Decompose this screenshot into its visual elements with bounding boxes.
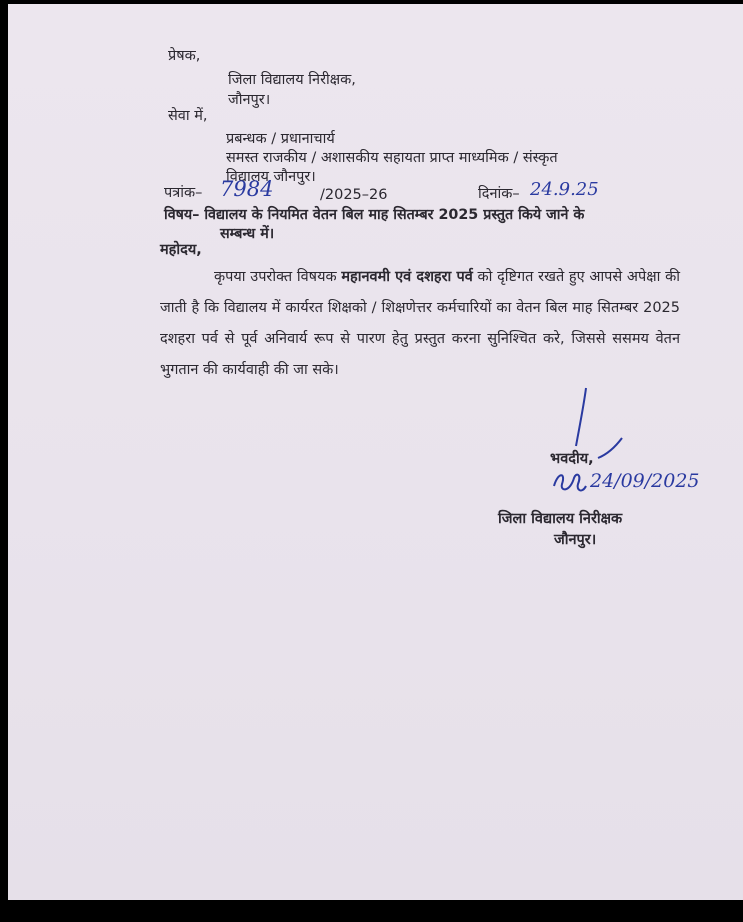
signatory-line-1: जिला विद्यालय निरीक्षक [498,511,623,527]
body-text-2: को दृष्टिगत रखते हुए आपसे अपेक्षा की जाती है कि विद्यालय में कार्यरत शिक्षको / शिक्षणेत्तर कर्मचारियों का वेतन बिल माह सितम्बर 2025 दशहरा पर्व से पूर्व अनिवार्य रूप से पारण हेतु प्रस्तुत करना सुनिश्चित करे, जिससे ससमय वेतन भुगतान की कार्यवाही की जा सके। [160,269,680,378]
recipient-line-2: समस्त राजकीय / अशासकीय सहायता प्राप्त माध्यमिक / संस्कृत [226,150,558,166]
sender-line-1: जिला विद्यालय निरीक्षक, [228,72,356,88]
recipient-line-3: विद्यालय जौनपुर। [226,169,316,185]
closing-tick-icon [594,434,634,464]
ref-label: पत्रांक– [164,185,203,201]
body-text-1: कृपया उपरोक्त विषयक [214,269,342,285]
sender-line-2: जौनपुर। [228,92,271,108]
recipient-line-1: प्रबन्धक / प्रधानाचार्य [226,131,335,147]
date-value: 24.9.25 [530,179,599,200]
letter-page [8,4,743,900]
signatory-line-2: जौनपुर। [554,532,597,548]
signature-icon [548,466,588,502]
ref-number: 7984 [220,177,274,201]
sender-label: प्रेषक, [168,48,201,64]
letter-body [160,262,680,386]
body-highlight: महानवमी एवं दशहरा पर्व [341,269,473,285]
ref-year: /2025–26 [320,187,388,203]
salutation: महोदय, [160,242,202,258]
subject-line-1: विषय– विद्यालय के नियमित वेतन बिल माह सितम्बर 2025 प्रस्तुत किये जाने के [164,207,585,223]
closing: भवदीय, [550,451,594,467]
subject-line-2: सम्बन्ध में। [220,226,275,242]
date-label: दिनांक– [478,186,520,202]
to-label: सेवा में, [168,108,208,124]
signature-date: 24/09/2025 [590,470,700,492]
